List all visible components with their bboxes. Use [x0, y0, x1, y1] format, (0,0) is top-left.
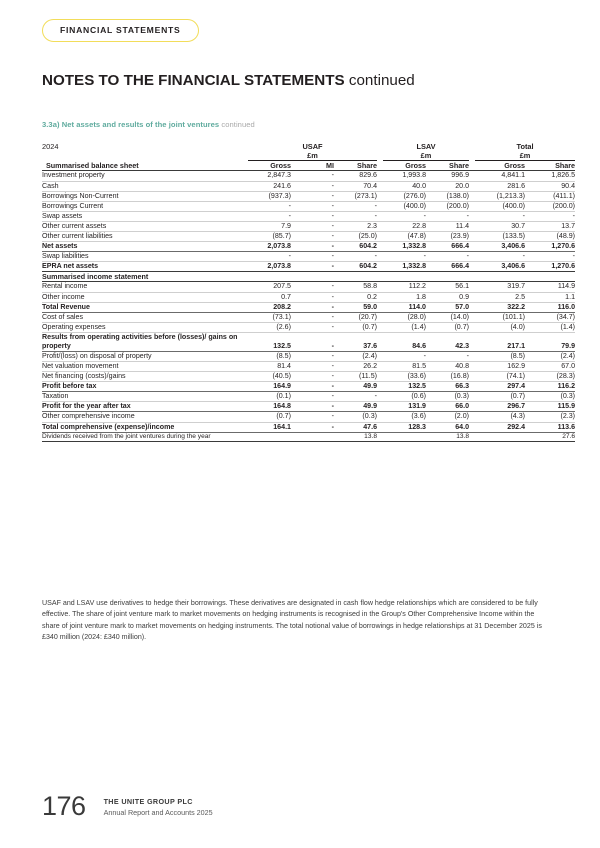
table-cell: 2,847.3 — [248, 171, 291, 181]
table-row — [42, 252, 575, 262]
table-cell — [248, 432, 291, 441]
table-cell: 604.2 — [334, 242, 377, 252]
hedging-footnote: USAF and LSAV use derivatives to hedge their borrowings. These derivatives are designated in cash flow hedge relationships which are considered to be fully effective. The share of joint venture mark to market movements on hedging instruments is recognised in the Group's Other Comprehensive Income within the share of joint venture mark to market movements on hedging instruments. The total notional value of borrowings in hedge relationships at 31 December 2025 is £340 million (2024: £340 million). — [42, 599, 542, 642]
table-cell: 42.3 — [426, 332, 469, 351]
table-row — [42, 292, 575, 302]
table-cell: 292.4 — [475, 422, 525, 432]
table-row — [42, 171, 575, 181]
table-row — [42, 322, 575, 332]
balance-sheet-section-header: Summarised balance sheet — [42, 161, 248, 171]
footer-text-block — [104, 797, 213, 820]
group-unit-usaf: £m — [307, 151, 318, 161]
table-cell: (273.1) — [334, 191, 377, 201]
table-cell: 79.9 — [525, 332, 575, 351]
table-row — [42, 221, 575, 231]
column-header: Share — [334, 161, 377, 171]
note-section-title-continued: continued — [221, 120, 255, 129]
table-cell: - — [525, 211, 575, 221]
table-cell: (28.3) — [525, 372, 575, 382]
table-cell: - — [291, 362, 334, 372]
table-cell: (101.1) — [475, 312, 525, 322]
table-cell: 0.7 — [248, 292, 291, 302]
table-cell: (0.3) — [334, 412, 377, 422]
table-cell: 113.6 — [525, 422, 575, 432]
table-cell: 1,270.6 — [525, 242, 575, 252]
table-cell: - — [291, 382, 334, 392]
table-row — [42, 191, 575, 201]
column-header: MI — [291, 161, 334, 171]
table-cell: (276.0) — [383, 191, 426, 201]
table-cell: (138.0) — [426, 191, 469, 201]
table-cell: - — [291, 292, 334, 302]
table-cell: 22.8 — [383, 221, 426, 231]
table-cell: - — [334, 252, 377, 262]
row-label: Swap assets — [42, 211, 248, 221]
table-cell: - — [334, 211, 377, 221]
table-cell: (0.1) — [248, 392, 291, 402]
table-cell: 114.9 — [525, 282, 575, 292]
table-cell: 49.9 — [334, 382, 377, 392]
table-cell: 1,826.5 — [525, 171, 575, 181]
table-cell: - — [291, 201, 334, 211]
row-label: Rental income — [42, 282, 248, 292]
table-cell: 217.1 — [475, 332, 525, 351]
table-cell: 81.5 — [383, 362, 426, 372]
page-title — [42, 72, 415, 90]
table-cell — [426, 272, 469, 282]
row-label: Cash — [42, 181, 248, 191]
financial-statements-badge: FINANCIAL STATEMENTS — [42, 19, 199, 42]
table-cell: (8.5) — [248, 352, 291, 362]
footer-company-name: THE UNITE GROUP PLC — [103, 797, 193, 807]
table-row — [42, 312, 575, 322]
section-badge-container — [42, 19, 199, 42]
row-label: Net assets — [42, 242, 248, 252]
table-cell: 59.0 — [334, 302, 377, 312]
table-cell — [383, 432, 426, 441]
table-cell: 4,841.1 — [475, 171, 525, 181]
table-cell: (1,213.3) — [475, 191, 525, 201]
table-cell: 162.9 — [475, 362, 525, 372]
table-cell: 13.7 — [525, 221, 575, 231]
table-cell: (47.8) — [383, 231, 426, 241]
table-cell: - — [248, 211, 291, 221]
table-row — [42, 382, 575, 392]
table-row — [42, 282, 575, 292]
table-cell: - — [291, 252, 334, 262]
row-label: Net valuation movement — [42, 362, 248, 372]
table-cell: (40.5) — [248, 372, 291, 382]
table-cell: (0.3) — [426, 392, 469, 402]
table-cell: 90.4 — [525, 181, 575, 191]
table-cell: 26.2 — [334, 362, 377, 372]
table-cell: 13.8 — [426, 432, 469, 441]
table-cell: - — [291, 412, 334, 422]
row-label: Total Revenue — [42, 302, 248, 312]
table-row — [42, 392, 575, 402]
table-cell: - — [383, 211, 426, 221]
row-label: Net financing (costs)/gains — [42, 372, 248, 382]
table-cell: (33.6) — [383, 372, 426, 382]
table-cell: 2.5 — [475, 292, 525, 302]
table-cell: 296.7 — [475, 402, 525, 412]
row-label: Profit for the year after tax — [42, 402, 248, 412]
row-label: Swap liabilities — [42, 252, 248, 262]
table-cell: 58.8 — [334, 282, 377, 292]
table-cell: - — [291, 211, 334, 221]
table-cell: 241.6 — [248, 181, 291, 191]
table-row — [42, 422, 575, 432]
table-cell: 1.8 — [383, 292, 426, 302]
table-cell: (23.9) — [426, 231, 469, 241]
table-cell: (0.7) — [475, 392, 525, 402]
table-cell: - — [291, 312, 334, 322]
table-cell: 116.0 — [525, 302, 575, 312]
table-cell: 2.3 — [334, 221, 377, 231]
table-cell: - — [291, 332, 334, 351]
table-cell: 1,332.8 — [383, 262, 426, 272]
row-label: Other income — [42, 292, 248, 302]
table-cell: - — [383, 352, 426, 362]
table-cell: - — [291, 352, 334, 362]
table-cell: 40.8 — [426, 362, 469, 372]
table-cell: 40.0 — [383, 181, 426, 191]
table-cell: (2.4) — [334, 352, 377, 362]
table-row — [42, 412, 575, 422]
table-row — [42, 211, 575, 221]
income-statement-section-header-row — [42, 272, 575, 282]
table-cell — [334, 272, 377, 282]
table-row — [42, 201, 575, 211]
group-unit-lsav: £m — [420, 151, 432, 161]
table-unit-row — [42, 151, 575, 161]
table-cell: - — [291, 282, 334, 292]
page-title-continued: continued — [348, 72, 415, 89]
row-label: Investment property — [42, 171, 248, 181]
table-cell: (34.7) — [525, 312, 575, 322]
note-section-title-text: 3.3a) Net assets and results of the joint ventures — [42, 120, 220, 129]
table-cell: (11.5) — [334, 372, 377, 382]
table-cell: - — [291, 181, 334, 191]
table-cell: - — [334, 201, 377, 211]
table-row — [42, 302, 575, 312]
table-cell: (200.0) — [426, 201, 469, 211]
table-cell: (20.7) — [334, 312, 377, 322]
table-cell: 319.7 — [475, 282, 525, 292]
table-cell: (74.1) — [475, 372, 525, 382]
column-header: Share — [426, 161, 469, 171]
table-cell — [383, 272, 426, 282]
row-label: EPRA net assets — [42, 262, 248, 272]
table-cell: 81.4 — [248, 362, 291, 372]
table-cell: (3.6) — [383, 412, 426, 422]
table-cell: 0.2 — [334, 292, 377, 302]
table-cell: (1.4) — [383, 322, 426, 332]
table-cell: - — [426, 252, 469, 262]
table-year-label: 2024 — [42, 142, 59, 151]
table-cell: 84.6 — [383, 332, 426, 351]
table-cell: - — [383, 252, 426, 262]
table-cell: (16.8) — [426, 372, 469, 382]
row-label: Cost of sales — [42, 312, 248, 322]
joint-ventures-table — [42, 142, 575, 442]
table-cell: (200.0) — [525, 201, 575, 211]
page-number: 176 — [42, 791, 86, 821]
table-cell: 49.9 — [334, 402, 377, 412]
table-cell: - — [334, 392, 377, 402]
table-row — [42, 181, 575, 191]
table-cell: (2.4) — [525, 352, 575, 362]
table-cell: 1,332.8 — [383, 242, 426, 252]
table-cell: 322.2 — [475, 302, 525, 312]
table-cell: (8.5) — [475, 352, 525, 362]
note-section-title — [42, 120, 255, 129]
row-label: Operating expenses — [42, 322, 248, 332]
group-unit-total: £m — [519, 151, 531, 161]
table-cell: 116.2 — [525, 382, 575, 392]
table-cell: - — [291, 302, 334, 312]
table-cell: - — [291, 231, 334, 241]
table-cell: 114.0 — [383, 302, 426, 312]
table-cell: 13.8 — [334, 432, 377, 441]
table-row — [42, 242, 575, 252]
table-cell: - — [248, 252, 291, 262]
group-header-lsav: LSAV — [416, 142, 436, 152]
table-cell: (14.0) — [426, 312, 469, 322]
table-cell: - — [426, 352, 469, 362]
table-group-header-row — [42, 142, 575, 151]
table-cell: 131.9 — [383, 402, 426, 412]
table-cell: - — [291, 402, 334, 412]
table-cell: 132.5 — [383, 382, 426, 392]
table-cell — [475, 272, 525, 282]
table-cell: - — [291, 422, 334, 432]
table-cell: 666.4 — [426, 262, 469, 272]
row-label: Profit/(loss) on disposal of property — [42, 352, 248, 362]
table-cell: (2.6) — [248, 322, 291, 332]
table-column-header-row — [42, 161, 575, 171]
group-header-total: Total — [516, 142, 534, 152]
table-cell: 2,073.8 — [248, 242, 291, 252]
table-cell: (4.0) — [475, 322, 525, 332]
table-cell: - — [291, 262, 334, 272]
table-cell: 56.1 — [426, 282, 469, 292]
table-cell: (0.6) — [383, 392, 426, 402]
row-label: Borrowings Non-Current — [42, 191, 248, 201]
page-footer — [42, 793, 213, 820]
table-cell: 132.5 — [248, 332, 291, 351]
joint-ventures-table-container — [42, 142, 576, 442]
table-row — [42, 372, 575, 382]
table-row — [42, 231, 575, 241]
page-title-main: NOTES TO THE FINANCIAL STATEMENTS — [42, 72, 345, 89]
table-cell: - — [291, 392, 334, 402]
table-cell: 20.0 — [426, 181, 469, 191]
row-label: Profit before tax — [42, 382, 248, 392]
table-cell: - — [475, 211, 525, 221]
table-cell: 208.2 — [248, 302, 291, 312]
table-cell: - — [426, 211, 469, 221]
table-cell: 1.1 — [525, 292, 575, 302]
column-header: Share — [525, 161, 575, 171]
table-cell — [525, 272, 575, 282]
table-cell: 3,406.6 — [475, 262, 525, 272]
table-cell: (0.3) — [525, 392, 575, 402]
table-cell: (0.7) — [248, 412, 291, 422]
row-label: Borrowings Current — [42, 201, 248, 211]
table-cell: 1,993.8 — [383, 171, 426, 181]
table-cell: (4.3) — [475, 412, 525, 422]
table-cell: 0.9 — [426, 292, 469, 302]
row-label: Taxation — [42, 392, 248, 402]
table-cell: (400.0) — [383, 201, 426, 211]
table-cell: 281.6 — [475, 181, 525, 191]
column-header: Gross — [248, 161, 291, 171]
table-cell: - — [291, 322, 334, 332]
table-cell: 164.8 — [248, 402, 291, 412]
table-cell: 27.6 — [525, 432, 575, 441]
table-cell: 829.6 — [334, 171, 377, 181]
row-label: Total comprehensive (expense)/income — [42, 422, 248, 432]
table-cell: (73.1) — [248, 312, 291, 322]
table-cell: (2.0) — [426, 412, 469, 422]
footer-report-name: Annual Report and Accounts 2025 — [103, 807, 213, 817]
table-cell: (411.1) — [525, 191, 575, 201]
row-label: Results from operating activities before (losses)/ gains on property — [42, 332, 248, 351]
table-row — [42, 402, 575, 412]
table-cell: 66.3 — [426, 382, 469, 392]
table-cell: (400.0) — [475, 201, 525, 211]
table-cell: 70.4 — [334, 181, 377, 191]
table-cell: 64.0 — [426, 422, 469, 432]
table-cell: 30.7 — [475, 221, 525, 231]
table-cell: 37.6 — [334, 332, 377, 351]
table-cell: 67.0 — [525, 362, 575, 372]
table-cell: 66.0 — [426, 402, 469, 412]
row-label: Other current liabilities — [42, 231, 248, 241]
table-cell: (937.3) — [248, 191, 291, 201]
table-cell: 3,406.6 — [475, 242, 525, 252]
row-label: Dividends received from the joint ventures during the year — [42, 432, 248, 441]
table-cell: (25.0) — [334, 231, 377, 241]
column-header: Gross — [383, 161, 426, 171]
table-cell: 112.2 — [383, 282, 426, 292]
table-cell: (28.0) — [383, 312, 426, 322]
row-label: Other comprehensive income — [42, 412, 248, 422]
table-cell: - — [291, 372, 334, 382]
table-cell: 115.9 — [525, 402, 575, 412]
column-header: Gross — [475, 161, 525, 171]
row-label: Other current assets — [42, 221, 248, 231]
dividends-row — [42, 432, 575, 441]
table-cell: - — [475, 252, 525, 262]
table-cell — [475, 432, 525, 441]
table-cell: 164.1 — [248, 422, 291, 432]
table-cell: 207.5 — [248, 282, 291, 292]
table-cell: 297.4 — [475, 382, 525, 392]
table-cell — [291, 272, 334, 282]
table-cell: (0.7) — [334, 322, 377, 332]
table-cell: 11.4 — [426, 221, 469, 231]
table-row — [42, 262, 575, 272]
table-cell — [248, 272, 291, 282]
table-cell: (0.7) — [426, 322, 469, 332]
table-cell: - — [525, 252, 575, 262]
table-cell: 164.9 — [248, 382, 291, 392]
table-cell: 57.0 — [426, 302, 469, 312]
group-header-usaf: USAF — [302, 142, 323, 152]
table-cell: 128.3 — [383, 422, 426, 432]
table-cell: (2.3) — [525, 412, 575, 422]
table-cell: - — [291, 191, 334, 201]
table-cell: (85.7) — [248, 231, 291, 241]
table-cell: 666.4 — [426, 242, 469, 252]
table-cell: - — [291, 221, 334, 231]
table-cell: (133.5) — [475, 231, 525, 241]
table-cell: - — [291, 242, 334, 252]
table-cell: (48.9) — [525, 231, 575, 241]
table-cell: 2,073.8 — [248, 262, 291, 272]
table-row — [42, 352, 575, 362]
table-row — [42, 332, 575, 351]
table-cell: - — [291, 171, 334, 181]
table-cell: 604.2 — [334, 262, 377, 272]
table-cell: 47.6 — [334, 422, 377, 432]
table-cell: (1.4) — [525, 322, 575, 332]
table-cell: 7.9 — [248, 221, 291, 231]
income-statement-section-header: Summarised income statement — [42, 272, 248, 282]
table-cell: 1,270.6 — [525, 262, 575, 272]
table-cell — [291, 432, 334, 441]
table-unit-spacer — [42, 151, 248, 161]
table-cell: - — [248, 201, 291, 211]
table-row — [42, 362, 575, 372]
table-cell: 996.9 — [426, 171, 469, 181]
